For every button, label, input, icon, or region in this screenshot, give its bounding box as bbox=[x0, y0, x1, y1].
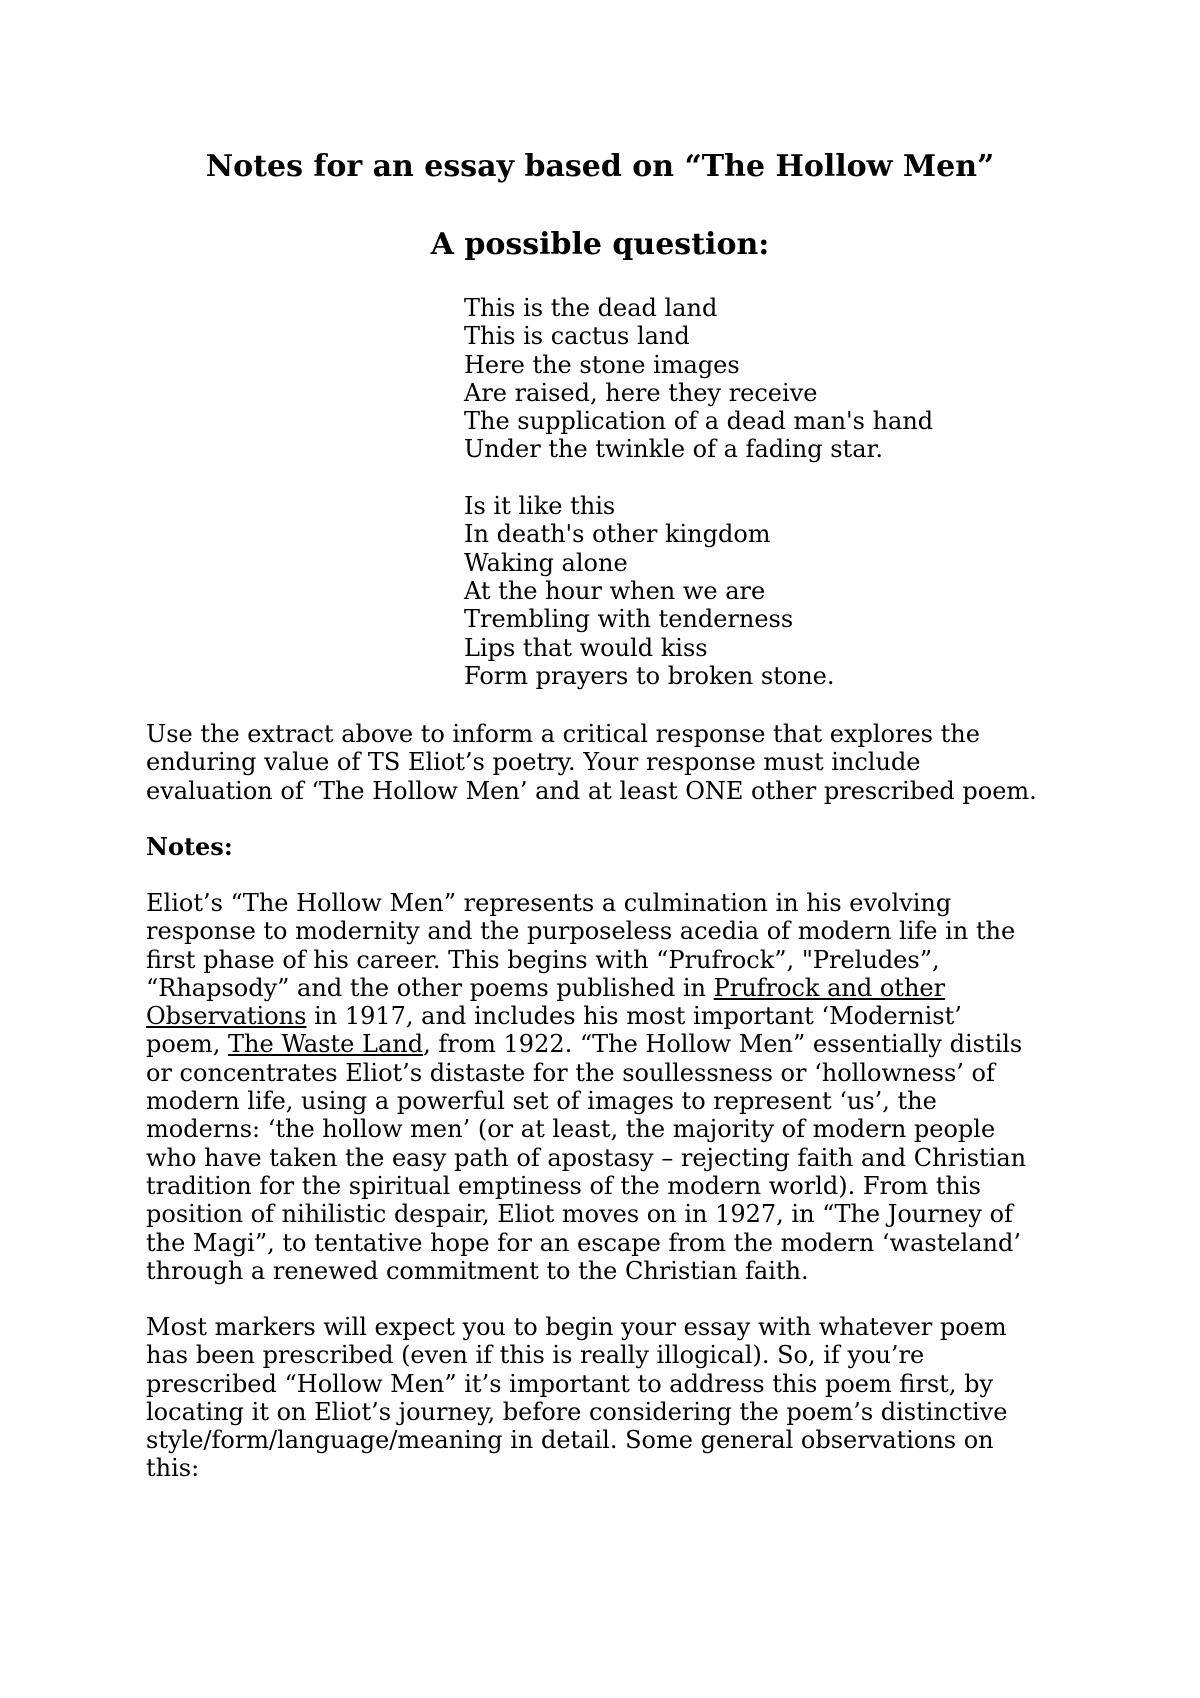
text-line: style/form/language/meaning in detail. Some general observations on bbox=[146, 1426, 994, 1455]
poem-line: Is it like this bbox=[464, 492, 616, 521]
text-line: Most markers will expect you to begin your essay with whatever poem bbox=[146, 1313, 1007, 1341]
text-line: or concentrates Eliot’s distaste for the soullessness or ‘hollowness’ of bbox=[146, 1058, 995, 1087]
text-line: Eliot’s “The Hollow Men” represents a culmination in his evolving bbox=[146, 889, 952, 917]
text-segment: poem, bbox=[146, 1030, 229, 1059]
text-line: who have taken the easy path of apostasy – rejecting faith and Christian bbox=[146, 1143, 1027, 1172]
text-line: enduring value of TS Eliot’s poetry. Your response must include bbox=[146, 748, 921, 777]
notes-paragraph-2 bbox=[146, 1313, 1066, 1483]
document-subtitle: A possible question: bbox=[430, 227, 770, 262]
text-line: evaluation of ‘The Hollow Men’ and at least ONE other prescribed poem. bbox=[146, 776, 1037, 805]
text-line: response to modernity and the purposeless acedia of modern life in the bbox=[146, 917, 1016, 946]
text-line: locating it on Eliot’s journey, before considering the poem’s distinctive bbox=[146, 1397, 1008, 1426]
text-line bbox=[146, 1002, 1066, 1030]
essay-question bbox=[146, 720, 1066, 805]
poem-line: In death's other kingdom bbox=[464, 520, 771, 549]
notes-heading: Notes: bbox=[146, 832, 233, 861]
text-segment: , from 1922. “The Hollow Men” essentially distils bbox=[423, 1030, 1023, 1059]
text-line: has been prescribed (even if this is really illogical). So, if you’re bbox=[146, 1341, 925, 1370]
text-line: the Magi”, to tentative hope for an escape from the modern ‘wasteland’ bbox=[146, 1228, 1022, 1257]
poem-line: Trembling with tenderness bbox=[464, 605, 794, 634]
document-title: Notes for an essay based on “The Hollow Men” bbox=[205, 149, 995, 184]
poem-line: At the hour when we are bbox=[464, 576, 766, 605]
poem-line: Waking alone bbox=[464, 548, 628, 577]
poem-line: Lips that would kiss bbox=[464, 633, 708, 662]
text-line: this: bbox=[146, 1454, 200, 1483]
poem-line: This is cactus land bbox=[464, 322, 690, 351]
text-line: moderns: ‘the hollow men’ (or at least, the majority of modern people bbox=[146, 1115, 996, 1144]
text-line: through a renewed commitment to the Christian faith. bbox=[146, 1256, 809, 1285]
book-title-observations: Observations bbox=[146, 1002, 307, 1031]
text-line: first phase of his career. This begins with “Prufrock”, "Preludes”, bbox=[146, 945, 940, 974]
poem-line: Here the stone images bbox=[464, 350, 740, 379]
poem-line: Form prayers to broken stone. bbox=[464, 661, 835, 690]
notes-paragraph-1 bbox=[146, 889, 1066, 1285]
poem-line: Under the twinkle of a fading star. bbox=[464, 435, 883, 464]
book-title-waste-land: The Waste Land bbox=[228, 1030, 424, 1059]
poem-line: This is the dead land bbox=[464, 294, 718, 322]
poem-line: Are raised, here they receive bbox=[464, 378, 818, 407]
text-line bbox=[146, 974, 1066, 1002]
poem-extract bbox=[464, 294, 933, 690]
text-line: modern life, using a powerful set of images to represent ‘us’, the bbox=[146, 1087, 937, 1116]
text-line: prescribed “Hollow Men” it’s important to address this poem first, by bbox=[146, 1369, 993, 1398]
stanza-break bbox=[464, 464, 933, 492]
text-segment: in 1917, and includes his most important ‘Modernist’ bbox=[306, 1002, 962, 1031]
book-title-prufrock: Prufrock and other bbox=[713, 973, 946, 1002]
text-line: position of nihilistic despair, Eliot moves on in 1927, in “The Journey of bbox=[146, 1200, 1013, 1229]
text-segment: “Rhapsody” and the other poems published in bbox=[146, 973, 714, 1002]
text-line: Use the extract above to inform a critical response that explores the bbox=[146, 720, 980, 748]
text-line: tradition for the spiritual emptiness of the modern world). From this bbox=[146, 1171, 981, 1200]
poem-line: The supplication of a dead man's hand bbox=[464, 407, 934, 436]
text-line bbox=[146, 1030, 1066, 1058]
